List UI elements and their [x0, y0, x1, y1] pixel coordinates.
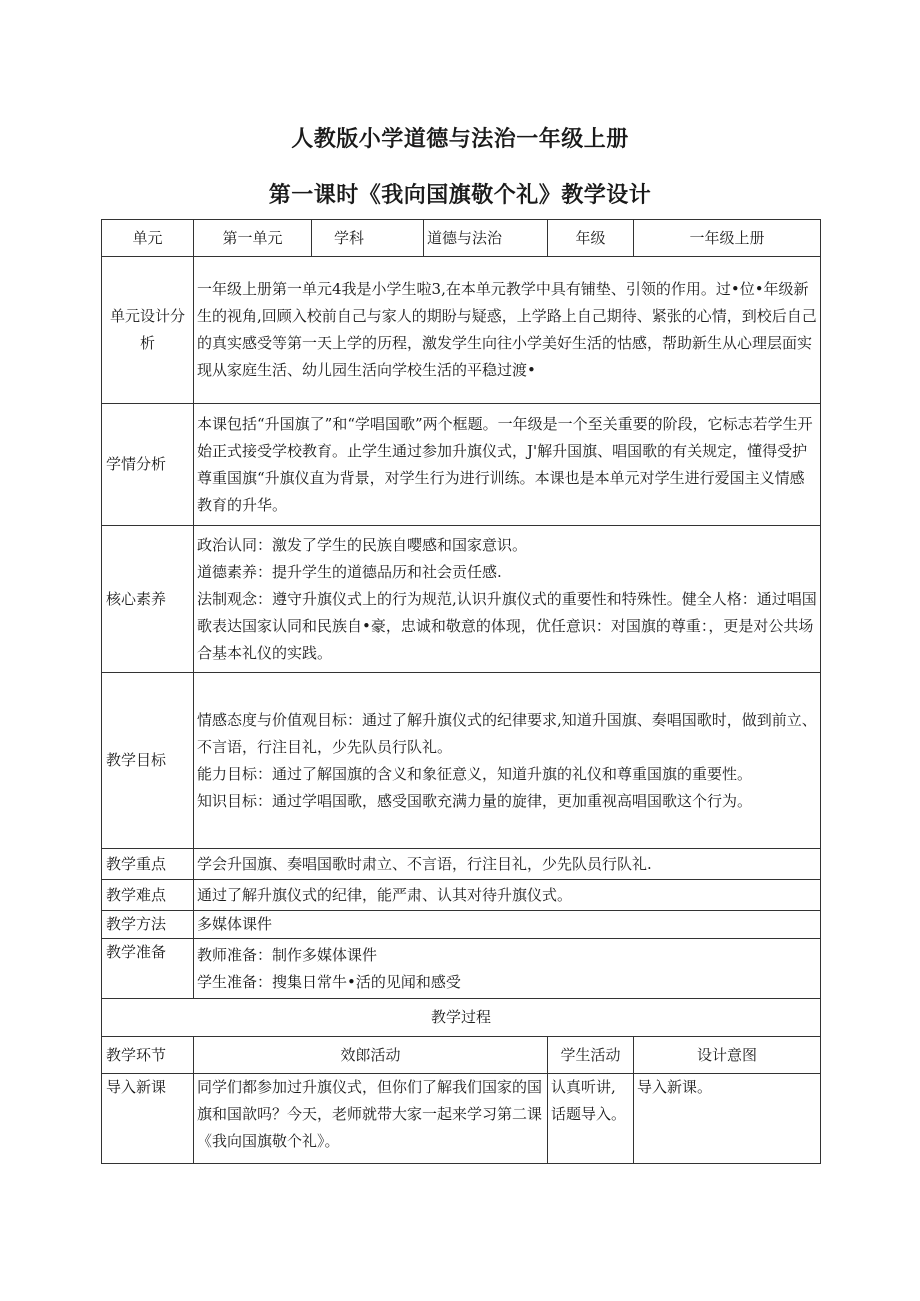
- unit-analysis-label: 单元设计分析: [102, 257, 194, 404]
- methods-label: 教学方法: [102, 911, 194, 939]
- core-literacy-row: [102, 526, 821, 673]
- student-analysis-content: 本课包括“升国旗了”和“学唱国歌”两个框题。一年级是一个至关重要的阶段，它标志若学生开始正式接受学校教育。止学生通过参加升旗仪式，J'解升国旗、唱国歌的有关规定，懂得受护尊重国旗“升旗仪直为背景，对学生行为进行训练。本课也是本单元对学生进行爱国主义情感教育的升华。: [194, 404, 821, 526]
- difficult-points-row: [102, 880, 821, 911]
- teacher-activity-header: 效郎活动: [194, 1037, 548, 1074]
- unit-value: 第一单元: [194, 220, 312, 257]
- process-title-row: [102, 999, 821, 1037]
- preparation-line: 学生准备：搜集日常牛•活的见闻和感受: [197, 972, 461, 991]
- lesson-plan-table: [101, 219, 821, 1164]
- teaching-goal-line: 能力目标：通过了解国旗的含义和象征意义，知道升旗的礼仪和尊重国旗的重要性。: [197, 764, 753, 783]
- stage-header: 教学环节: [102, 1037, 194, 1074]
- process-header-row: [102, 1037, 821, 1074]
- design-intent-header: 设计意图: [634, 1037, 821, 1074]
- process-student-activity: 认真听讲,话题导入。: [548, 1074, 634, 1164]
- document-title: 人教版小学道德与法治一年级上册: [291, 127, 629, 152]
- student-analysis-label: 学情分析: [102, 404, 194, 526]
- core-literacy-line: 政治认同：激发了学生的民族自嘤感和国家意识。: [197, 535, 528, 554]
- key-points-label: 教学重点: [102, 849, 194, 880]
- grade-label: 年级: [548, 220, 634, 257]
- core-literacy-content: [194, 526, 821, 673]
- preparation-content: [194, 939, 821, 999]
- student-activity-header: 学生活动: [548, 1037, 634, 1074]
- core-literacy-line: 法制观念：遵守升旗仪式上的行为规范,认识升旗仪式的重要性和特殊性。健全人格：通过唱国歌表达国家认同和民族自•豪，忠诚和敬意的体现，优任意识：对国旗的尊重：，更是对公共场合基本礼仪的实践。: [197, 589, 817, 662]
- methods-row: [102, 911, 821, 939]
- teaching-goals-label: 教学目标: [102, 673, 194, 849]
- process-stage: 导入新课: [102, 1074, 194, 1164]
- preparation-row: [102, 939, 821, 999]
- subject-value: 道德与法治: [424, 220, 548, 257]
- subject-label: 学科: [312, 220, 424, 257]
- process-design-intent: 导入新课。: [634, 1074, 821, 1164]
- unit-label: 单元: [102, 220, 194, 257]
- preparation-label: 教学准备: [102, 939, 194, 999]
- grade-value: 一年级上册: [634, 220, 821, 257]
- info-row: [102, 220, 821, 257]
- document-subtitle: 第一课时《我向国旗敬个礼》教学设计: [268, 183, 652, 208]
- methods-content: 多媒体课件: [194, 911, 821, 939]
- teaching-goals-content: [194, 673, 821, 849]
- teaching-goal-line: 情感态度与价值观目标：通过了解升旗仪式的纪律要求,知道升国旗、奏唱国歌时，做到前立、不言语，行注目礼，少先队员行队礼。: [197, 710, 817, 756]
- student-analysis-row: [102, 404, 821, 526]
- core-literacy-line: 道德素养：提升学生的道德品历和社会贡任感.: [197, 562, 502, 581]
- process-title: 教学过程: [102, 999, 821, 1037]
- difficult-points-content: 通过了解升旗仪式的纪律，能严肃、认其对待升旗仪式。: [194, 880, 821, 911]
- preparation-line: 教师准备：制作多媒体课件: [197, 945, 378, 964]
- process-teacher-activity: 同学们都参加过升旗仪式，但你们了解我们国家的国旗和国歆吗？今天，老师就带大家一起来学习第二课《我向国旗敬个礼》。: [194, 1074, 548, 1164]
- key-points-row: [102, 849, 821, 880]
- core-literacy-label: 核心素养: [102, 526, 194, 673]
- teaching-goal-line: 知识目标：通过学唱国歌，感受国歌充满力量的旋律，更加重视高唱国歌这个行为。: [197, 791, 753, 810]
- difficult-points-label: 教学难点: [102, 880, 194, 911]
- process-row: [102, 1074, 821, 1164]
- unit-analysis-row: [102, 257, 821, 404]
- teaching-goals-row: [102, 673, 821, 849]
- unit-analysis-content: 一年级上册第一单元4我是小学生啦3,在本单元教学中具有铺垫、引领的作用。过•位•年级新生的视角,回顾入校前自己与家人的期盼与疑惑，上学路上自己期待、紧张的心情，到校后自己的真实感受等第一天上学的历程，激发学生向往小学美好生活的怙感，帮助新生从心理层面实现从家庭生活、幼儿园生活向学校生活的平稳过渡•: [194, 257, 821, 404]
- key-points-content: 学会升国旗、奏唱国歌时肃立、不言语，行注目礼，少先队员行队礼.: [194, 849, 821, 880]
